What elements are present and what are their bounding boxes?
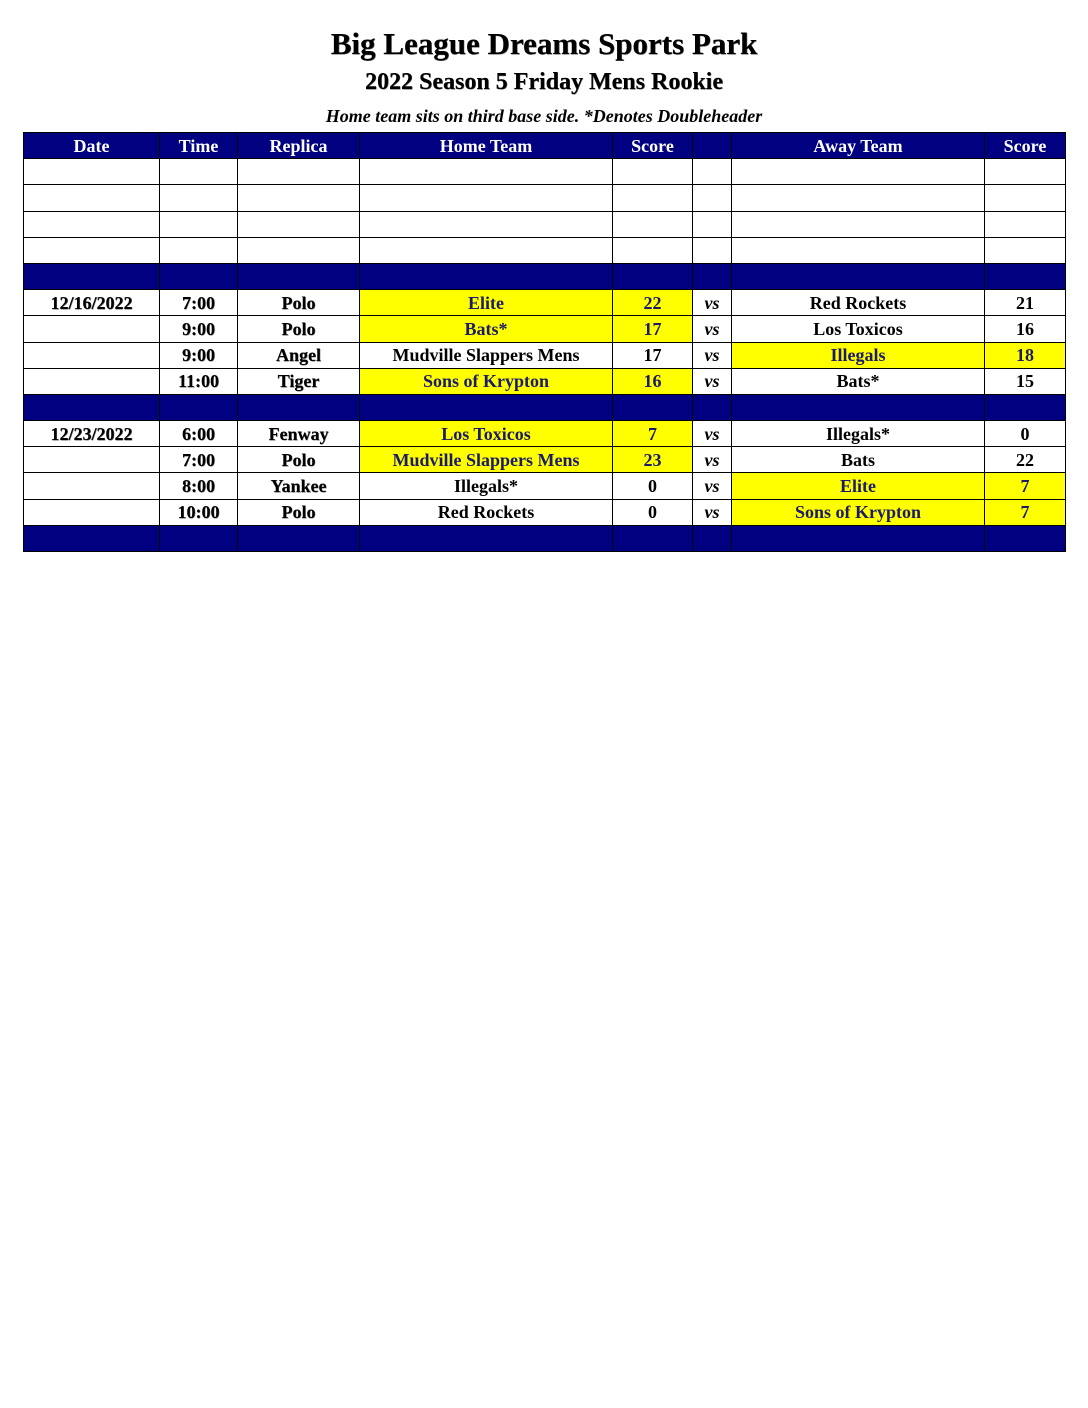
column-header-replica: Replica [238,133,360,159]
schedule-body [24,159,1066,552]
home-score-cell: 0 [613,473,693,499]
separator-row [24,525,1066,551]
game-row [24,368,1066,394]
page-title: Big League Dreams Sports Park [330,26,758,61]
empty-cell [732,263,985,289]
replica-cell: Tiger [238,368,360,394]
away-team-cell: Bats* [732,368,985,394]
empty-cell [985,525,1066,551]
away-team-cell: Bats [732,447,985,473]
column-header-time: Time [160,133,238,159]
empty-cell [693,394,732,420]
time-cell: 11:00 [160,368,238,394]
empty-row [24,159,1066,185]
replica-cell: Angel [238,342,360,368]
home-score-cell: 23 [613,447,693,473]
game-row [24,316,1066,342]
vs-cell: vs [693,499,732,525]
vs-cell: vs [693,421,732,447]
vs-cell: vs [693,290,732,316]
empty-cell [732,525,985,551]
date-cell [24,316,160,342]
schedule-table [23,132,1066,552]
empty-cell [613,159,693,185]
empty-cell [160,525,238,551]
empty-cell [238,394,360,420]
empty-cell [985,237,1066,263]
home-score-cell: 17 [613,316,693,342]
empty-cell [360,525,613,551]
empty-cell [693,185,732,211]
empty-cell [238,159,360,185]
away-team-cell: Red Rockets [732,290,985,316]
away-score-cell: 0 [985,421,1066,447]
vs-cell: vs [693,473,732,499]
home-team-cell: Los Toxicos [360,421,613,447]
date-cell [24,447,160,473]
empty-cell [732,159,985,185]
vs-cell: vs [693,342,732,368]
home-team-cell: Bats* [360,316,613,342]
away-score-cell: 15 [985,368,1066,394]
empty-cell [613,394,693,420]
time-cell: 8:00 [160,473,238,499]
empty-cell [693,211,732,237]
empty-row [24,211,1066,237]
home-score-cell: 16 [613,368,693,394]
vs-cell: vs [693,447,732,473]
away-team-cell: Sons of Krypton [732,499,985,525]
replica-cell: Fenway [238,421,360,447]
game-row [24,473,1066,499]
separator-row [24,263,1066,289]
time-cell: 7:00 [160,447,238,473]
empty-cell [24,159,160,185]
game-row [24,421,1066,447]
home-score-cell: 17 [613,342,693,368]
home-team-cell: Elite [360,290,613,316]
home-score-cell: 0 [613,499,693,525]
empty-cell [24,263,160,289]
date-cell: 12/23/2022 [24,421,160,447]
replica-cell: Polo [238,316,360,342]
home-team-cell: Mudville Slappers Mens [360,342,613,368]
page-note: Home team sits on third base side. *Denotes Doubleheader [325,106,763,126]
home-team-cell: Red Rockets [360,499,613,525]
away-score-cell: 7 [985,499,1066,525]
home-score-cell: 22 [613,290,693,316]
separator-row [24,394,1066,420]
replica-cell: Polo [238,290,360,316]
empty-cell [160,263,238,289]
away-team-cell: Elite [732,473,985,499]
empty-cell [238,263,360,289]
date-cell [24,473,160,499]
empty-cell [238,211,360,237]
away-score-cell: 18 [985,342,1066,368]
home-team-cell: Illegals* [360,473,613,499]
empty-cell [613,237,693,263]
empty-row [24,237,1066,263]
time-cell: 10:00 [160,499,238,525]
empty-cell [360,159,613,185]
empty-cell [693,263,732,289]
empty-cell [732,185,985,211]
empty-cell [238,237,360,263]
game-row [24,499,1066,525]
away-score-cell: 21 [985,290,1066,316]
replica-cell: Polo [238,447,360,473]
away-team-cell: Los Toxicos [732,316,985,342]
game-row [24,290,1066,316]
column-header-home-score: Score [613,133,693,159]
date-cell: 12/16/2022 [24,290,160,316]
column-header-date: Date [24,133,160,159]
time-cell: 9:00 [160,316,238,342]
empty-cell [360,211,613,237]
empty-cell [732,211,985,237]
empty-cell [985,211,1066,237]
time-cell: 9:00 [160,342,238,368]
away-team-cell: Illegals* [732,421,985,447]
vs-cell: vs [693,368,732,394]
empty-row [24,185,1066,211]
empty-cell [693,525,732,551]
column-header-home-team: Home Team [360,133,613,159]
date-cell [24,368,160,394]
empty-cell [613,525,693,551]
empty-cell [24,525,160,551]
empty-cell [613,263,693,289]
empty-cell [985,394,1066,420]
empty-cell [360,237,613,263]
empty-cell [360,394,613,420]
empty-cell [238,525,360,551]
game-row [24,342,1066,368]
empty-cell [985,263,1066,289]
empty-cell [238,185,360,211]
replica-cell: Polo [238,499,360,525]
empty-cell [24,185,160,211]
away-score-cell: 16 [985,316,1066,342]
date-cell [24,342,160,368]
home-team-cell: Sons of Krypton [360,368,613,394]
vs-cell: vs [693,316,732,342]
replica-cell: Yankee [238,473,360,499]
empty-cell [693,237,732,263]
empty-cell [160,185,238,211]
empty-cell [24,211,160,237]
away-score-cell: 22 [985,447,1066,473]
empty-cell [985,185,1066,211]
empty-cell [160,211,238,237]
table-header-row [24,133,1066,159]
game-row [24,447,1066,473]
column-header-away-team: Away Team [732,133,985,159]
empty-cell [985,159,1066,185]
empty-cell [732,394,985,420]
empty-cell [360,185,613,211]
home-score-cell: 7 [613,421,693,447]
empty-cell [613,185,693,211]
date-cell [24,499,160,525]
empty-cell [360,263,613,289]
empty-cell [693,159,732,185]
away-team-cell: Illegals [732,342,985,368]
page-subtitle: 2022 Season 5 Friday Mens Rookie [364,69,723,95]
empty-cell [160,394,238,420]
time-cell: 6:00 [160,421,238,447]
empty-cell [160,237,238,263]
home-team-cell: Mudville Slappers Mens [360,447,613,473]
empty-cell [160,159,238,185]
empty-cell [613,211,693,237]
time-cell: 7:00 [160,290,238,316]
away-score-cell: 7 [985,473,1066,499]
empty-cell [24,394,160,420]
empty-cell [24,237,160,263]
column-header-away-score: Score [985,133,1066,159]
empty-cell [732,237,985,263]
column-header-vs [693,133,732,159]
